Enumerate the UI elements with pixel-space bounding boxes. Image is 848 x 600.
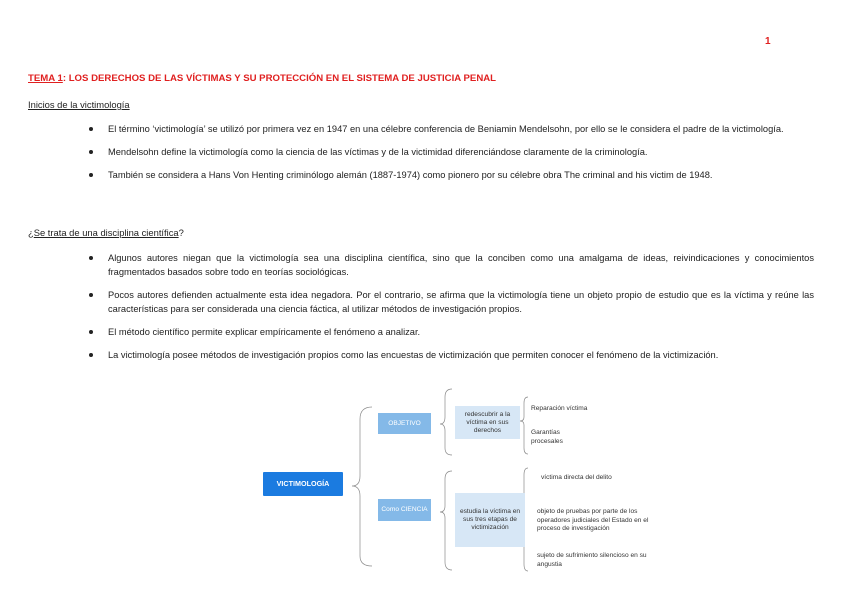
list-item: Mendelsohn define la victimología como la ciencia de las víctimas y de la victimidad diferenciándose claramente de la criminología. (108, 145, 814, 159)
title-text: LOS DERECHOS DE LAS VÍCTIMAS Y SU PROTECCIÓN EN EL SISTEMA DE JUSTICIA PENAL (66, 73, 497, 84)
leaf-victima-directa: víctima directa del delito (541, 474, 612, 481)
title-colon: : (62, 73, 67, 84)
brace-branch1 (440, 389, 452, 455)
leaf-sujeto-sufrimiento: sujeto de sufrimiento silencioso en su angustia (537, 552, 647, 568)
node-estudia: estudia la víctima en sus tres etapas de victimización (455, 493, 525, 547)
brace-root (352, 407, 372, 566)
list-item: El método científico permite explicar empíricamente el fenómeno a analizar. (108, 325, 814, 339)
section-heading-inicios: Inicios de la victimología (28, 99, 130, 110)
leaf-garantias: Garantías procesales (531, 429, 563, 445)
brace-branch2 (440, 471, 452, 570)
brace-sub1 (520, 397, 528, 454)
node-ciencia: Como CIENCIA (378, 499, 431, 521)
list-item: La victimología posee métodos de investigación propios como las encuestas de victimización que permiten conocer el fenómeno de la victimización. (108, 348, 814, 362)
page-number: 1 (765, 36, 771, 47)
node-redescubrir: redescubrir a la víctima en sus derechos (455, 406, 520, 439)
leaf-objeto-pruebas: objeto de pruebas por parte de los operadores judiciales del Estado en el proceso de investigación (537, 508, 649, 532)
section-heading-ciencia: ¿Se trata de una disciplina científica? (28, 227, 184, 238)
list-item: El término ‘victimología’ se utilizó por primera vez en 1947 en una célebre conferencia de Beniamin Mendelsohn, por ello se le considera el padre de la victimología. (108, 122, 814, 136)
list-item: También se considera a Hans Von Henting criminólogo alemán (1887-1974) como pionero por su célebre obra The criminal and his victim de 1948. (108, 168, 814, 182)
node-objetivo: OBJETIVO (378, 413, 431, 434)
leaf-reparacion: Reparación víctima (531, 405, 588, 412)
list-item: Algunos autores niegan que la victimología sea una disciplina científica, sino que la conciben como una amalgama de ideas, reivindicaciones y conocimientos fragmentados basados sobre todo en teorías sociológicas. (108, 251, 814, 279)
title-label: TEMA 1 (28, 73, 63, 84)
list-item: Pocos autores defienden actualmente esta idea negadora. Por el contrario, se afirma que la victimología tiene un objeto propio de estudio que es la víctima y reúne las características para ser considerada una ciencia fáctica, al utilizar métodos de investigación propios. (108, 288, 814, 316)
root-node: VICTIMOLOGÍA (263, 472, 343, 496)
